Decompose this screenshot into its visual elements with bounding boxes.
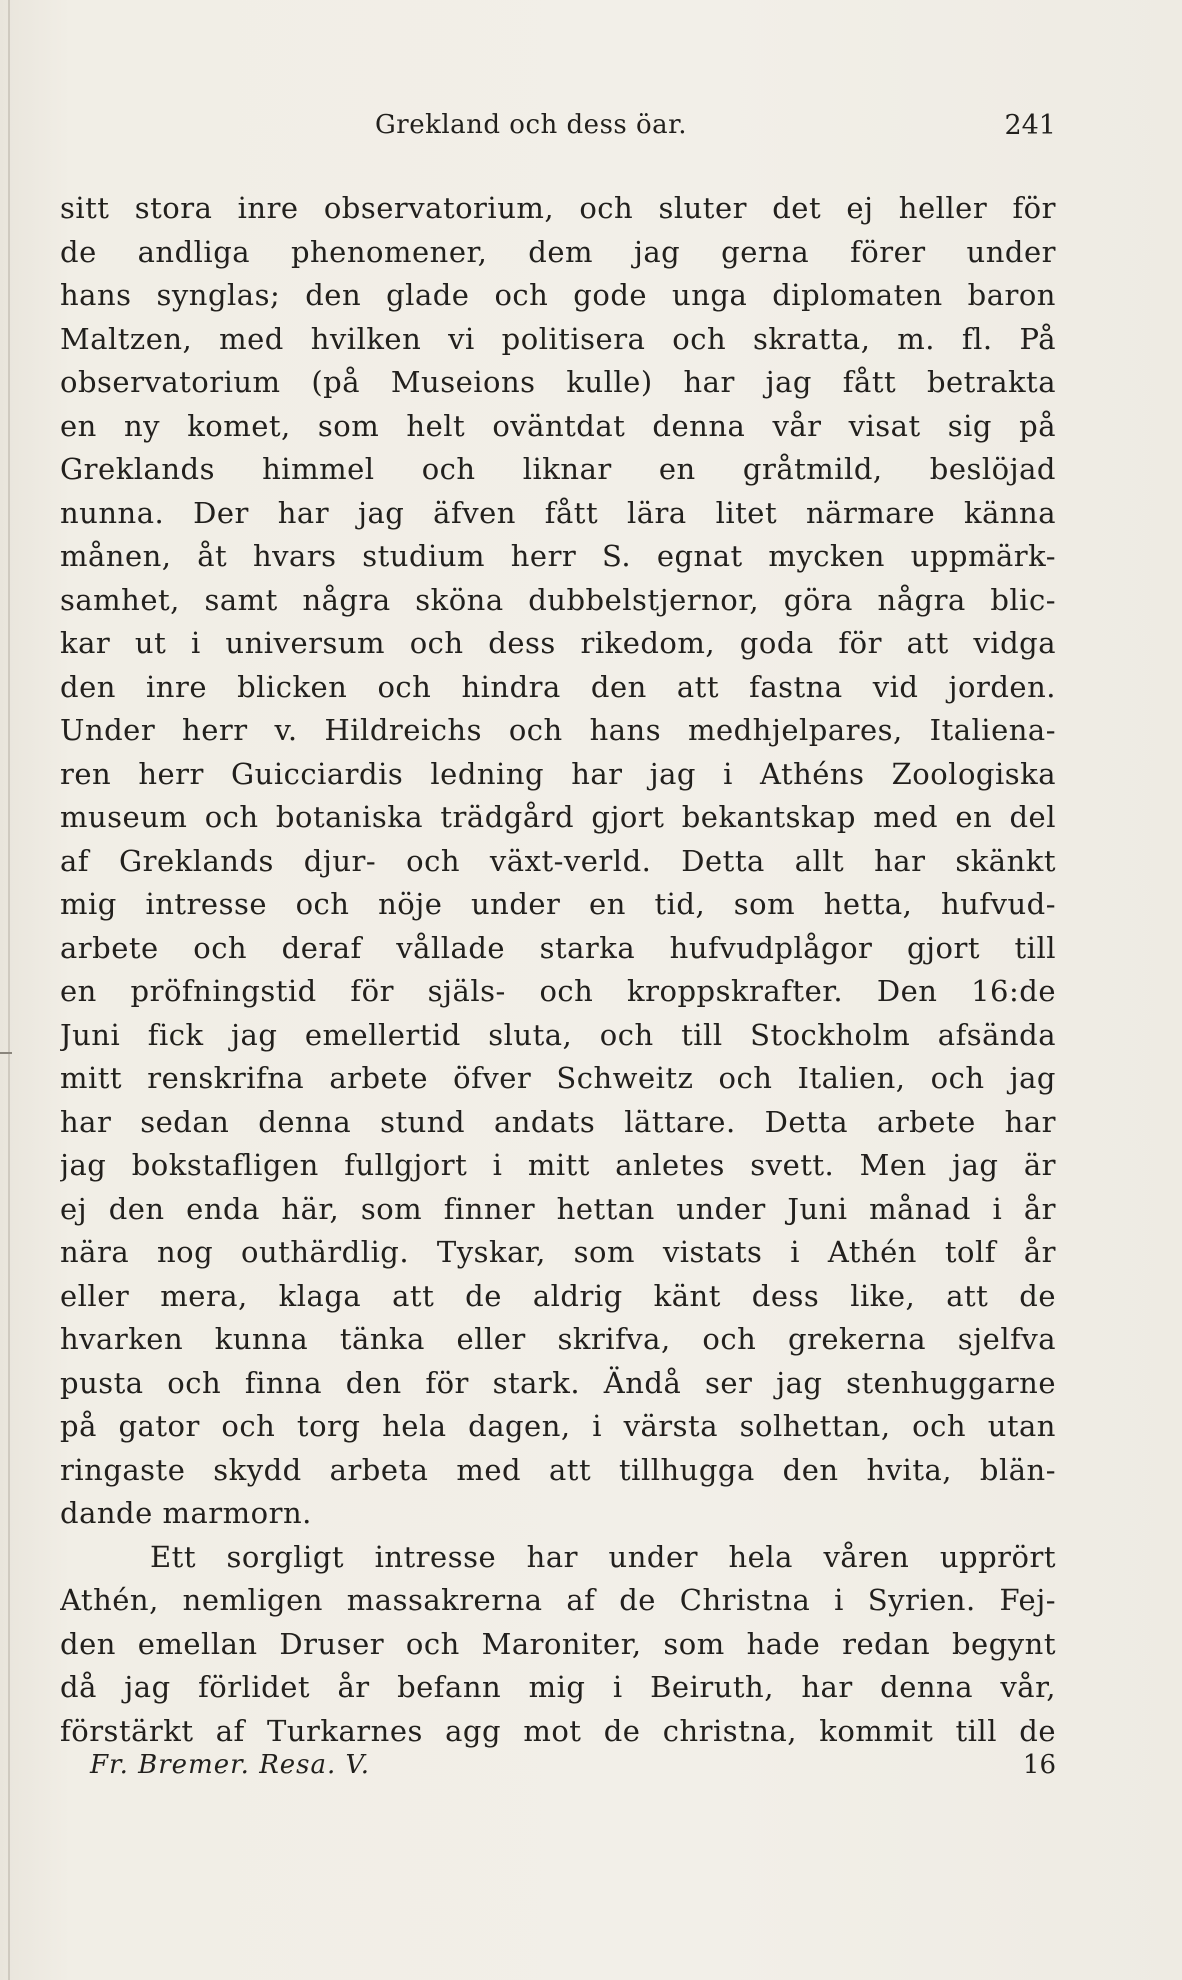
page-number: 241 xyxy=(1004,110,1056,141)
page-edge-line xyxy=(8,0,10,1980)
text-line: nunna. Der har jag äfven fått lära litet närmare känna xyxy=(60,495,1056,530)
text-line: på gator och torg hela dagen, i värsta solhettan, och utan xyxy=(60,1409,1056,1443)
text-line: ej den enda här, som finner hettan under Juni månad i år xyxy=(60,1191,1056,1226)
text-line: en pröfningstid för själs- och kroppskrafter. Den 16:de xyxy=(60,974,1056,1008)
text-line: ringaste skydd arbeta med att tillhugga den hvita, blän- xyxy=(60,1452,1056,1487)
text-line: pusta och finna den för stark. Ändå ser jag stenhuggarne xyxy=(60,1365,1056,1400)
text-line: förstärkt af Turkarnes agg mot de christna, kommit till de xyxy=(60,1713,1056,1748)
text-line: den inre blicken och hindra den att fastna vid jorden. xyxy=(60,669,1056,704)
text-line: eller mera, klaga att de aldrig känt dess like, att de xyxy=(60,1278,1056,1313)
text-line: observatorium (på Museions kulle) har jag fått betrakta xyxy=(60,365,1056,399)
signature-mark: Fr. Bremer. Resa. V. xyxy=(90,1750,371,1780)
text-line: då jag förlidet år befann mig i Beiruth, har denna vår, xyxy=(60,1670,1056,1704)
body-text xyxy=(60,187,1056,1753)
text-line: ren herr Guicciardis ledning har jag i Athéns Zoologiska xyxy=(60,756,1056,791)
text-line: Athén, nemligen massakrerna af de Christna i Syrien. Fej- xyxy=(60,1583,1056,1617)
text-line: den emellan Druser och Maroniter, som hade redan begynt xyxy=(60,1626,1056,1661)
margin-mark xyxy=(0,1052,12,1054)
text-line: kar ut i universum och dess rikedom, goda för att vidga xyxy=(60,626,1056,660)
text-line: har sedan denna stund andats lättare. Detta arbete har xyxy=(60,1104,1056,1139)
page-footer xyxy=(60,1750,1056,1790)
text-line: Maltzen, med hvilken vi politisera och skratta, m. fl. På xyxy=(60,321,1056,356)
text-line: samhet, samt några sköna dubbelstjernor, göra några blic- xyxy=(60,582,1056,617)
page-header xyxy=(60,110,1056,150)
text-line: de andliga phenomener, dem jag gerna förer under xyxy=(60,234,1056,269)
running-title: Grekland och dess öar. xyxy=(375,110,688,140)
text-line: sitt stora inre observatorium, och sluter det ej heller för xyxy=(60,191,1056,225)
text-line: arbete och deraf vållade starka hufvudplågor gjort till xyxy=(60,930,1056,965)
text-line: Ett sorgligt intresse har under hela våren upprört xyxy=(150,1539,1056,1574)
text-line: Greklands himmel och liknar en gråtmild, beslöjad xyxy=(60,452,1056,486)
text-line: hans synglas; den glade och gode unga diplomaten baron xyxy=(60,278,1056,312)
text-line: Under herr v. Hildreichs och hans medhjelpares, Italiena- xyxy=(60,713,1056,747)
text-line: hvarken kunna tänka eller skrifva, och grekerna sjelfva xyxy=(60,1322,1056,1356)
text-line: en ny komet, som helt oväntdat denna vår visat sig på xyxy=(60,408,1056,443)
text-line: dande marmorn. xyxy=(60,1496,312,1530)
text-line: af Greklands djur- och växt-verld. Detta allt har skänkt xyxy=(60,843,1056,878)
text-line: museum och botaniska trädgård gjort bekantskap med en del xyxy=(60,800,1056,834)
sheet-number: 16 xyxy=(1022,1750,1056,1780)
text-line: mig intresse och nöje under en tid, som hetta, hufvud- xyxy=(60,887,1056,921)
text-line: mitt renskrifna arbete öfver Schweitz och Italien, och jag xyxy=(60,1061,1056,1095)
text-line: månen, åt hvars studium herr S. egnat mycken uppmärk- xyxy=(60,539,1056,573)
text-line: Juni fick jag emellertid sluta, och till Stockholm afsända xyxy=(60,1017,1056,1052)
text-line: nära nog outhärdlig. Tyskar, som vistats i Athén tolf år xyxy=(60,1235,1056,1269)
text-line: jag bokstafligen fullgjort i mitt anletes svett. Men jag är xyxy=(60,1148,1056,1182)
